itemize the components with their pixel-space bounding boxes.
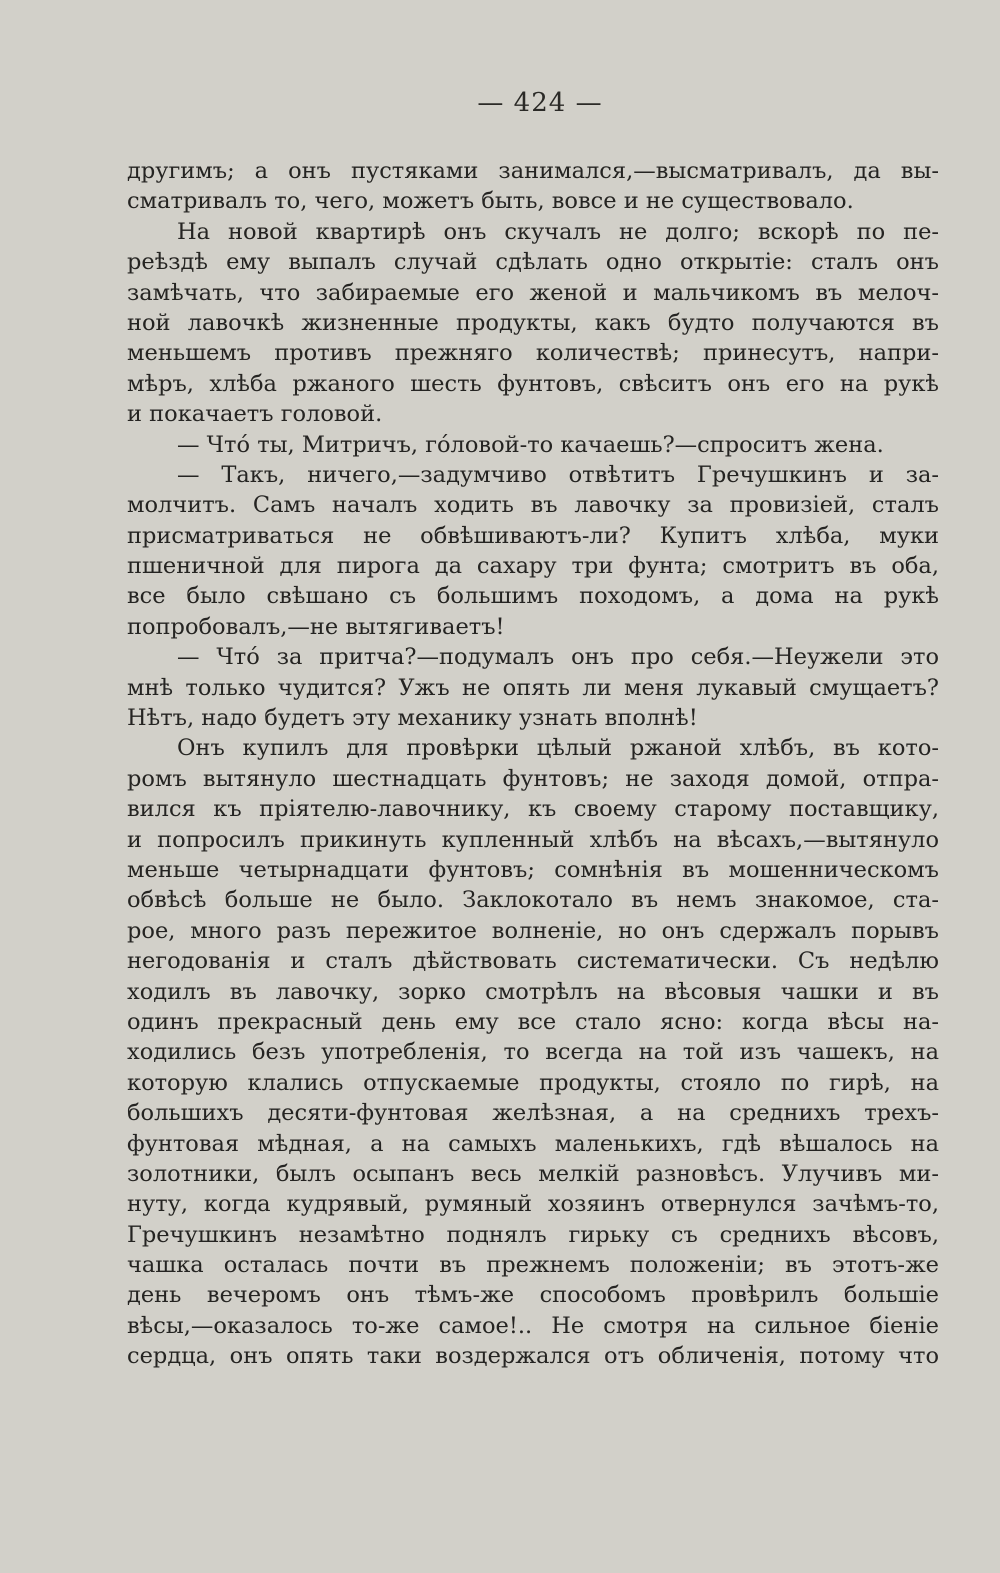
text-line: ходилъ въ лавочку, зорко смотрѣлъ на вѣсовыя чашки и въ [127, 978, 939, 1005]
text-line: мнѣ только чудится? Ужъ не опять ли меня лукавый смущаетъ? [127, 674, 939, 701]
page-number: — 424 — [477, 88, 603, 118]
text-line: негодованія и сталъ дѣйствовать систематически. Съ недѣлю [127, 948, 939, 975]
text-line: молчитъ. Самъ началъ ходить въ лавочку за провизіей, сталъ [127, 492, 939, 519]
text-line: Гречушкинъ незамѣтно поднялъ гирьку съ среднихъ вѣсовъ, [127, 1221, 939, 1248]
text-line: и покачаетъ головой. [127, 401, 383, 428]
text-line: фунтовая мѣдная, а на самыхъ маленькихъ, гдѣ вѣшалось на [127, 1130, 939, 1157]
text-line: все было свѣшано съ большимъ походомъ, а дома на рукѣ [127, 583, 939, 610]
text-line: мѣръ, хлѣба ржаного шесть фунтовъ, свѣситъ онъ его на рукѣ [127, 370, 939, 397]
text-line: реѣздѣ ему выпалъ случай сдѣлать одно открытіе: сталъ онъ [127, 249, 939, 276]
text-line: Нѣтъ, надо будетъ эту механику узнать вполнѣ! [127, 705, 698, 732]
text-line: которую клались отпускаемые продукты, стояло по гирѣ, на [127, 1069, 939, 1096]
text-line: Онъ купилъ для провѣрки цѣлый ржаной хлѣбъ, въ кото- [177, 735, 939, 762]
text-line: день вечеромъ онъ тѣмъ-же способомъ провѣрилъ большіе [127, 1282, 939, 1309]
text-line: меньше четырнадцати фунтовъ; сомнѣнія въ мошенническомъ [127, 856, 939, 883]
text-line: ной лавочкѣ жизненные продукты, какъ будто получаются въ [127, 309, 939, 336]
text-line: пшеничной для пирога да сахару три фунта; смотритъ въ оба, [127, 553, 939, 580]
text-line: вѣсы,—оказалось то-же самое!.. Не смотря на сильное біеніе [127, 1312, 939, 1339]
text-line: меньшемъ противъ прежняго количествѣ; принесутъ, напри- [127, 340, 939, 367]
text-line: ромъ вытянуло шестнадцать фунтовъ; не заходя домой, отпра- [127, 765, 939, 792]
text-line: сердца, онъ опять таки воздержался отъ обличенія, потому что [127, 1343, 939, 1370]
text-line: чашка осталась почти въ прежнемъ положеніи; въ этотъ-же [127, 1252, 939, 1279]
body-text [127, 156, 939, 1372]
text-line: — Чтó ты, Митричъ, гóловой-то качаешь?—спроситъ жена. [177, 431, 884, 458]
text-line: рое, много разъ пережитое волненіе, но онъ сдержалъ порывъ [127, 917, 939, 944]
text-line: присматриваться не обвѣшиваютъ-ли? Купитъ хлѣба, муки [127, 522, 939, 549]
text-line: — Такъ, ничего,—задумчиво отвѣтитъ Гречушкинъ и за- [177, 461, 939, 488]
text-line: сматривалъ то, чего, можетъ быть, вовсе и не существовало. [127, 188, 854, 215]
text-line: нуту, когда кудрявый, румяный хозяинъ отвернулся зачѣмъ-то, [127, 1191, 939, 1218]
text-line: На новой квартирѣ онъ скучалъ не долго; вскорѣ по пе- [177, 218, 939, 245]
text-line: золотники, былъ осыпанъ весь мелкій разновѣсъ. Улучивъ ми- [127, 1160, 939, 1187]
text-line: — Чтó за притча?—подумалъ онъ про себя.—Неужели это [177, 644, 939, 671]
text-line: попробовалъ,—не вытягиваетъ! [127, 613, 505, 640]
text-line: обвѣсѣ больше не было. Заклокотало въ немъ знакомое, ста- [127, 887, 939, 914]
text-line: другимъ; а онъ пустяками занимался,—высматривалъ, да вы- [127, 158, 939, 184]
text-line: вился къ пріятелю-лавочнику, къ своему старому поставщику, [127, 796, 939, 823]
text-line: и попросилъ прикинуть купленный хлѣбъ на вѣсахъ,—вытянуло [127, 826, 939, 853]
text-line: ходились безъ употребленія, то всегда на той изъ чашекъ, на [127, 1039, 939, 1066]
text-line: замѣчать, что забираемые его женой и мальчикомъ въ мелоч- [127, 279, 939, 306]
text-line: одинъ прекрасный день ему все стало ясно: когда вѣсы на- [127, 1008, 939, 1035]
text-line: большихъ десяти-фунтовая желѣзная, а на среднихъ трехъ- [127, 1100, 939, 1127]
